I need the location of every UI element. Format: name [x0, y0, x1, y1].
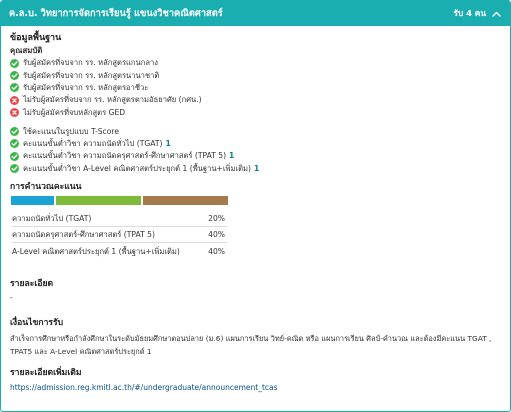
program-header[interactable] — [1, 1, 510, 26]
tcas-announcement-link[interactable]: https://admission.reg.kmitl.ac.th/#/undergraduate/announcement_tcas — [10, 383, 278, 393]
score-rule-text: ใช้คะแนนในรูปแบบ T-Score — [23, 126, 119, 136]
conditions-title: เงื่อนไขการรับ — [10, 317, 64, 328]
spacer — [10, 118, 502, 125]
check-circle-icon — [10, 164, 19, 173]
weight-subject: A-Level คณิตศาสตร์ประยุกต์ 1 (พื้นฐาน+เพิ่มเติม) — [12, 246, 180, 256]
score-rule-count: 1 — [229, 151, 235, 161]
score-rule-count: 1 — [254, 163, 260, 173]
qualification-text: ไม่รับผู้สมัครที่จบจาก รร. หลักสูตรตามอัธยาศัย (กศน.) — [23, 95, 202, 105]
qualification-item — [10, 106, 502, 118]
weight-subject: ความถนัดครุศาสตร์-ศึกษาศาสตร์ (TPAT 5) — [12, 230, 155, 240]
score-rule-item — [10, 125, 502, 137]
qualifications-list — [10, 57, 502, 175]
weight-bar-segment — [56, 196, 141, 205]
check-circle-icon — [10, 59, 19, 68]
weight-table — [12, 211, 227, 259]
x-circle-icon — [10, 108, 19, 117]
score-rule-item — [10, 162, 502, 174]
qualification-text: รับผู้สมัครที่จบจาก รร. หลักสูตรนานาชาติ — [23, 70, 160, 80]
qualification-item — [10, 57, 502, 69]
weight-bar — [11, 196, 228, 205]
score-rule-text: คะแนนขั้นต่ำวิชา ความถนัดทั่วไป (TGAT) — [23, 139, 163, 149]
score-calc-title: การคำนวณคะแนน — [10, 181, 82, 192]
score-rule-text: คะแนนขั้นต่ำวิชา A-Level คณิตศาสตร์ประยุกต์ 1 (พื้นฐาน+เพิ่มเติม) — [23, 163, 252, 173]
weight-row — [12, 211, 227, 227]
check-circle-icon — [10, 139, 19, 148]
chevron-up-icon[interactable] — [492, 9, 501, 19]
weight-subject: ความถนัดทั่วไป (TGAT) — [12, 214, 92, 224]
conditions-text: สำเร็จการศึกษาหรือกำลังศึกษาในระดับมัธยมศึกษาตอนปลาย (ม.6) แผนการเรียน วิทย์-คณิต หรือ แผนการเรียน ศิลป์-คำนวณ และต้องมีคะแนน TGAT , TPAT5 และ A-Level คณิตศาสตร์ประยุกต์ 1 — [10, 334, 492, 356]
weight-bar-segment — [11, 196, 54, 205]
check-circle-icon — [10, 83, 19, 92]
x-circle-icon — [10, 96, 19, 105]
qualification-text: ไม่รับผู้สมัครที่จบหลักสูตร GED — [23, 107, 126, 117]
qualification-item — [10, 82, 502, 94]
weight-row — [12, 243, 227, 259]
qualification-text: รับผู้สมัครที่จบจาก รร. หลักสูตรอาชีวะ — [23, 82, 149, 92]
detail-title: รายละเอียด — [10, 279, 54, 290]
score-rule-count: 1 — [165, 139, 171, 149]
program-title: ค.ล.บ. วิทยาการจัดการเรียนรู้ แขนงวิชาคณิตศาสตร์ — [9, 7, 223, 19]
basic-info-title: ข้อมูลพื้นฐาน — [10, 33, 62, 43]
weight-percent: 40% — [208, 246, 225, 256]
weight-bar-segment — [143, 196, 228, 205]
qualification-text: รับผู้สมัครที่จบจาก รร. หลักสูตรแกนกลาง — [23, 58, 158, 68]
qualification-item — [10, 69, 502, 81]
more-details-title: รายละเอียดเพิ่มเติม — [10, 368, 82, 379]
detail-value: - — [10, 293, 13, 303]
check-circle-icon — [10, 152, 19, 161]
score-rule-item — [10, 150, 502, 162]
check-circle-icon — [10, 127, 19, 136]
weight-percent: 20% — [208, 214, 225, 224]
weight-percent: 40% — [208, 230, 225, 240]
score-rule-text: คะแนนขั้นต่ำวิชา ความถนัดครุศาสตร์-ศึกษาศาสตร์ (TPAT 5) — [23, 151, 227, 161]
qualification-item — [10, 94, 502, 106]
intake-count: รับ 4 คน — [453, 8, 486, 19]
weight-row — [12, 227, 227, 243]
score-rule-item — [10, 138, 502, 150]
program-content — [1, 26, 510, 392]
header-right — [454, 8, 502, 19]
qualifications-title: คุณสมบัติ — [10, 46, 43, 56]
check-circle-icon — [10, 71, 19, 80]
